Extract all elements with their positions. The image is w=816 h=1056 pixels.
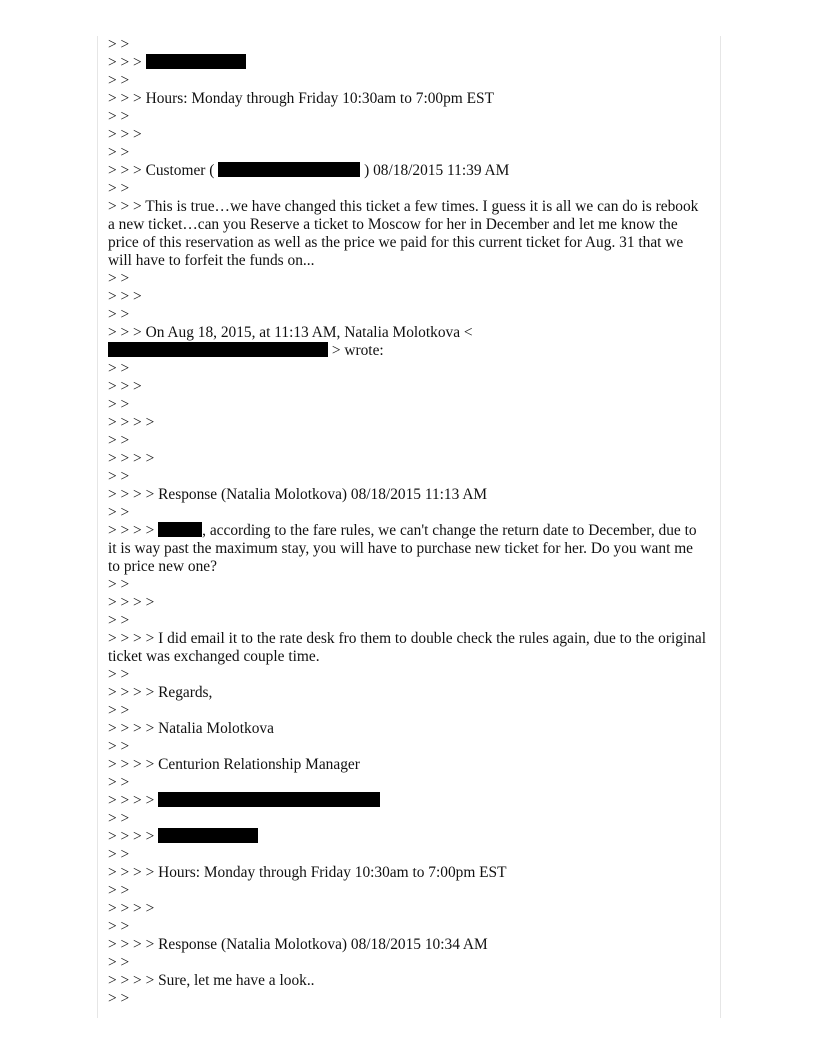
quote-line: > > bbox=[108, 108, 130, 125]
message-body: > > > > I did email it to the rate desk fro them to double check the rules again, due to the original ticket was exchanged couple time. bbox=[108, 630, 710, 665]
quote-line: > > bbox=[108, 738, 130, 755]
signature-phone: > > > > bbox=[108, 828, 708, 846]
quote-line: > > bbox=[108, 432, 130, 449]
redaction-block bbox=[158, 792, 380, 807]
quote-line: > > bbox=[108, 72, 130, 89]
email-thread bbox=[108, 36, 708, 1008]
quote-line: > > bbox=[108, 306, 130, 323]
message-body: > > > > , according to the fare rules, we can't change the return date to December, due to it is way past the maximum stay, you will have to purchase new ticket for her. Do you want me to price new one? bbox=[108, 522, 701, 575]
quote-line: > > bbox=[108, 576, 130, 593]
signature-name: > > > > Natalia Molotkova bbox=[108, 720, 274, 737]
quote-line: > > > > bbox=[108, 450, 155, 467]
hours-line: > > > > Hours: Monday through Friday 10:30am to 7:00pm EST bbox=[108, 864, 507, 881]
redaction-block bbox=[108, 342, 328, 357]
quote-line: > > > bbox=[108, 378, 142, 395]
signature-regards: > > > > Regards, bbox=[108, 684, 213, 701]
reply-header-email: > wrote: bbox=[108, 342, 708, 360]
quote-line: > > bbox=[108, 396, 130, 413]
quote-line: > > bbox=[108, 990, 130, 1007]
quote-line: > > bbox=[108, 918, 130, 935]
quote-line: > > bbox=[108, 360, 130, 377]
quote-line: > > > > bbox=[108, 414, 155, 431]
redaction-block bbox=[158, 522, 202, 537]
quote-line: > > bbox=[108, 468, 130, 485]
quote-line: > > bbox=[108, 504, 130, 521]
redaction-block bbox=[146, 54, 246, 69]
hours-line: > > > Hours: Monday through Friday 10:30am to 7:00pm EST bbox=[108, 90, 494, 107]
quote-line: > > bbox=[108, 774, 130, 791]
quote-line: > > bbox=[108, 270, 130, 287]
quote-line: > > bbox=[108, 882, 130, 899]
quote-line: > > bbox=[108, 180, 130, 197]
quote-line: > > > > bbox=[108, 594, 155, 611]
signature-email: > > > > bbox=[108, 792, 708, 810]
quote-line: > > > bbox=[108, 54, 708, 72]
customer-header: > > > Customer ( ) 08/18/2015 11:39 AM bbox=[108, 162, 510, 179]
message-body: > > > This is true…we have changed this ticket a few times. I guess it is all we can do is rebook a new ticket…can you Reserve a ticket to Moscow for her in December and let me know the price of this reservation as well as the price we paid for this current ticket for Aug. 31 that we will have to forfeit the funds on... bbox=[108, 198, 703, 269]
message-body: > > > > Sure, let me have a look.. bbox=[108, 972, 315, 989]
quote-line: > > bbox=[108, 846, 130, 863]
quote-line: > > bbox=[108, 666, 130, 683]
quote-line: > > > bbox=[108, 126, 142, 143]
redaction-block bbox=[158, 828, 258, 843]
quote-line: > > bbox=[108, 954, 130, 971]
quote-line: > > bbox=[108, 702, 130, 719]
reply-header: > > > On Aug 18, 2015, at 11:13 AM, Natalia Molotkova < bbox=[108, 324, 473, 341]
quote-line: > > bbox=[108, 144, 130, 161]
signature-title: > > > > Centurion Relationship Manager bbox=[108, 756, 360, 773]
redaction-block bbox=[218, 162, 360, 177]
quote-line: > > > bbox=[108, 288, 142, 305]
quote-line: > > bbox=[108, 36, 130, 53]
response-header: > > > > Response (Natalia Molotkova) 08/18/2015 11:13 AM bbox=[108, 486, 488, 503]
quote-line: > > bbox=[108, 810, 130, 827]
response-header: > > > > Response (Natalia Molotkova) 08/18/2015 10:34 AM bbox=[108, 936, 488, 953]
quote-line: > > > > bbox=[108, 900, 155, 917]
quote-line: > > bbox=[108, 612, 130, 629]
